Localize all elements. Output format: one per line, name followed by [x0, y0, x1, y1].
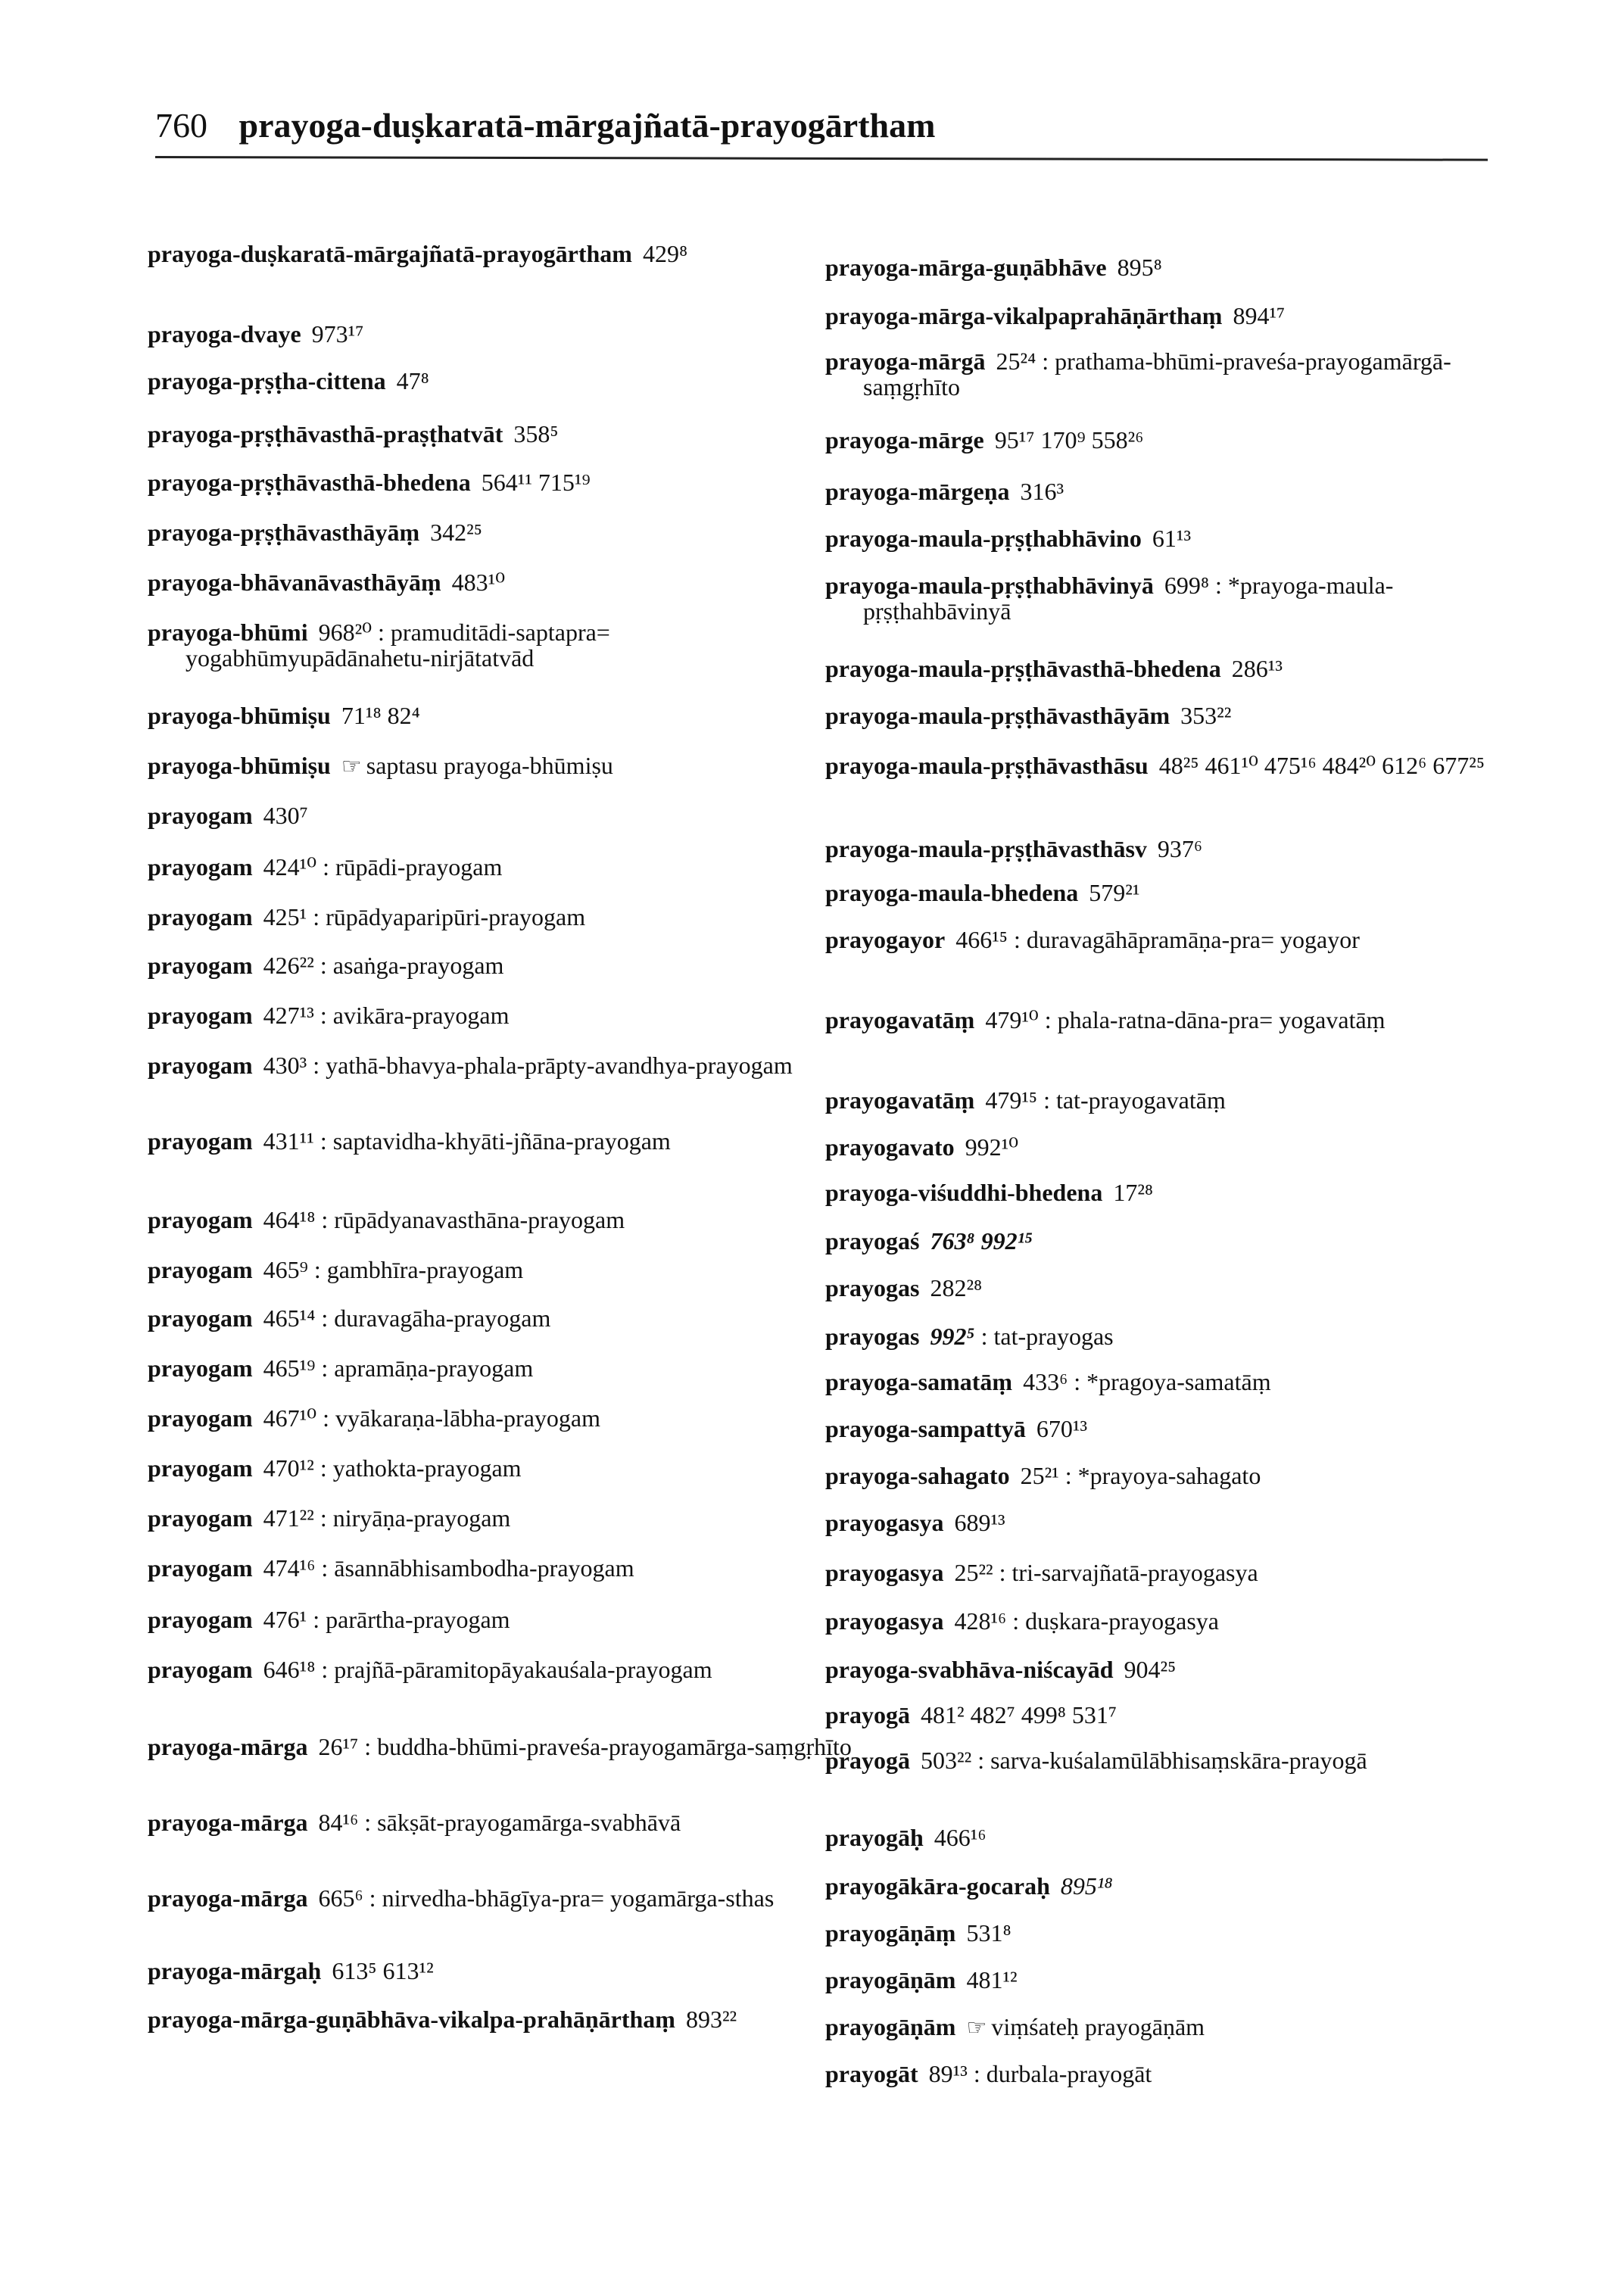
- entry-gloss: : niryāṇa-prayogam: [320, 1504, 511, 1532]
- pointing-hand-icon: ☞: [341, 754, 362, 779]
- entry-headword: prayoga-svabhāva-niścayād: [825, 1656, 1114, 1683]
- entry-page-references: 895¹⁸: [1060, 1872, 1113, 1900]
- entry-headword: prayoga-samatāṃ: [825, 1368, 1013, 1395]
- entry-headword: prayoga-mārga-vikalpaprahāṇārthaṃ: [825, 302, 1223, 329]
- entry-headword: prayoga-mārge: [825, 426, 984, 454]
- entry-page-references: 763⁸ 992¹⁵: [930, 1227, 1033, 1255]
- index-entry: [825, 1657, 1529, 1682]
- entry-headword: prayogam: [148, 1454, 253, 1482]
- index-entry: [825, 1007, 1529, 1033]
- index-entry: [825, 1087, 1529, 1113]
- index-entry: [148, 421, 852, 447]
- index-entry: [825, 656, 1529, 681]
- entry-headword: prayogākāra-gocaraḥ: [825, 1872, 1050, 1900]
- index-entry: [148, 703, 852, 728]
- entry-headword: prayogavatāṃ: [825, 1006, 975, 1033]
- index-entry: [148, 321, 852, 347]
- entry-gloss: : prathama-bhūmi-praveśa-prayogamārgā-saṃgṛhīto: [863, 348, 1451, 401]
- pointing-hand-icon: ☞: [966, 2015, 987, 2040]
- entry-gloss: : *prayoga-maula-pṛṣṭhahbāvinyā: [863, 572, 1394, 625]
- entry-headword: prayogāṇāṃ: [825, 1919, 956, 1946]
- index-entry: [825, 836, 1529, 862]
- index-entry: [148, 1734, 852, 1759]
- index-entry: [148, 854, 852, 880]
- entry-gloss: : āsannābhisambodha-prayogam: [321, 1554, 634, 1582]
- index-entry: [148, 753, 852, 780]
- entry-headword: prayogam: [148, 1304, 253, 1332]
- entry-page-references: 424¹⁰: [263, 853, 317, 881]
- index-entry: [825, 1369, 1529, 1395]
- entry-gloss: : yathā-bhavya-phala-prāpty-avandhya-prayogam: [313, 1052, 793, 1079]
- entry-page-references: 937⁶: [1157, 835, 1203, 862]
- entry-headword: prayogas: [825, 1274, 920, 1301]
- entry-page-references: 71¹⁸ 82⁴: [341, 702, 420, 729]
- entry-headword: prayoga-bhūmiṣu: [148, 702, 331, 729]
- entry-headword: prayoga-mārga-guṇābhāve: [825, 254, 1107, 281]
- entry-gloss: : gambhīra-prayogam: [313, 1256, 524, 1283]
- entry-page-references: 479¹⁰: [985, 1006, 1039, 1033]
- entry-gloss: : durbala-prayogāt: [973, 2060, 1152, 2087]
- index-entry: [825, 1510, 1529, 1535]
- entry-page-references: 466¹⁶: [934, 1824, 987, 1851]
- entry-page-references: 531⁸: [966, 1919, 1011, 1946]
- index-entry: [825, 1180, 1529, 1205]
- index-entry: [825, 1275, 1529, 1301]
- entry-gloss: : yathokta-prayogam: [320, 1454, 522, 1482]
- entry-headword: prayoga-mārgaḥ: [148, 1957, 322, 1984]
- entry-page-references: 48²⁵ 461¹⁰ 475¹⁶ 484²⁰ 612⁶ 677²⁵: [1158, 752, 1485, 779]
- index-entry: [825, 1416, 1529, 1442]
- entry-page-references: 17²⁸: [1113, 1179, 1154, 1206]
- entry-page-references: 973¹⁷: [311, 320, 364, 348]
- index-entry: [148, 1052, 852, 1078]
- index-entry: [825, 880, 1529, 905]
- entry-page-references: 430³: [263, 1052, 307, 1079]
- index-entry: [825, 1825, 1529, 1850]
- entry-gloss: : tat-prayogavatāṃ: [1043, 1086, 1226, 1114]
- entry-gloss: : duravagāhāpramāṇa-pra= yogayor: [1013, 926, 1360, 953]
- entry-page-references: 646¹⁸: [263, 1656, 316, 1683]
- entry-headword: prayogam: [148, 1606, 253, 1633]
- entry-headword: prayoga-maula-pṛṣṭhāvasthāyām: [825, 702, 1170, 729]
- index-entry: [825, 1560, 1529, 1585]
- entry-page-references: 61¹³: [1152, 525, 1192, 552]
- index-entry: [825, 927, 1529, 952]
- entry-headword: prayogāṇām: [825, 1966, 956, 1993]
- entry-gloss: : sarva-kuśalamūlābhisaṃskāra-prayogā: [977, 1747, 1367, 1774]
- entry-page-references: 992⁵: [930, 1323, 975, 1350]
- index-entry: [825, 303, 1529, 329]
- entry-gloss: : avikāra-prayogam: [320, 1002, 510, 1029]
- entry-gloss: : rūpādyaparipūri-prayogam: [313, 903, 586, 930]
- entry-page-references: 483¹⁰: [451, 569, 506, 596]
- entry-headword: prayogam: [148, 903, 253, 930]
- entry-cross-reference: viṃśateḥ prayogāṇām: [991, 2013, 1205, 2040]
- entry-headword: prayoga-mārga: [148, 1884, 308, 1912]
- running-header: [155, 104, 1518, 147]
- entry-gloss: : *pragoya-samatāṃ: [1074, 1368, 1271, 1395]
- index-entry: [148, 1555, 852, 1581]
- entry-headword: prayogam: [148, 952, 253, 979]
- entry-headword: prayoga-maula-pṛṣṭhāvasthā-bhedena: [825, 655, 1221, 682]
- entry-gloss: : saptavidha-khyāti-jñāna-prayogam: [320, 1127, 671, 1155]
- entry-page-references: 358⁵: [513, 420, 559, 447]
- index-entry: [825, 703, 1529, 728]
- entry-page-references: 466¹⁵: [955, 926, 1008, 953]
- index-entry: [148, 1355, 852, 1381]
- entry-headword: prayogā: [825, 1747, 910, 1774]
- entry-page-references: 464¹⁸: [263, 1206, 316, 1233]
- entry-headword: prayogam: [148, 1256, 253, 1283]
- entry-page-references: 665⁶: [318, 1884, 363, 1912]
- running-title: prayoga-duṣkaratā-mārgajñatā-prayogārtham: [238, 106, 936, 145]
- entry-headword: prayogam: [148, 1052, 253, 1079]
- index-entry: [825, 1967, 1529, 1993]
- index-entry: [148, 368, 852, 394]
- index-entry: [825, 753, 1529, 778]
- index-entry: [148, 1885, 852, 1911]
- index-entry: [148, 1207, 852, 1233]
- entry-page-references: 613⁵ 613¹²: [332, 1957, 434, 1984]
- entry-page-references: 427¹³: [263, 1002, 314, 1029]
- entry-headword: prayoga-mārgā: [825, 348, 986, 375]
- entry-page-references: 481² 482⁷ 499⁸ 531⁷: [921, 1701, 1117, 1728]
- entry-gloss: : duravagāha-prayogam: [321, 1304, 551, 1332]
- index-entry: [148, 1809, 852, 1835]
- entry-gloss: : prajñā-pāramitopāyakauśala-prayogam: [321, 1656, 712, 1683]
- entry-headword: prayoga-duṣkaratā-mārgajñatā-prayogārtham: [148, 240, 632, 267]
- index-entry: [825, 427, 1529, 453]
- entry-headword: prayoga-sahagato: [825, 1462, 1010, 1489]
- index-entry: [825, 2061, 1529, 2087]
- entry-page-references: 895⁸: [1117, 254, 1162, 281]
- index-entry: [148, 469, 852, 495]
- entry-gloss: : tri-sarvajñatā-prayogasya: [999, 1559, 1258, 1586]
- entry-headword: prayoga-viśuddhi-bhedena: [825, 1179, 1103, 1206]
- entry-headword: prayoga-pṛṣṭhāvasthā-bhedena: [148, 469, 471, 496]
- entry-page-references: 503²²: [921, 1747, 972, 1774]
- entry-headword: prayogam: [148, 802, 253, 829]
- entry-headword: prayogas: [825, 1323, 920, 1350]
- index-entry: [825, 1323, 1529, 1349]
- entry-headword: prayoga-dvaye: [148, 320, 301, 348]
- entry-page-references: 476¹: [263, 1606, 307, 1633]
- index-entry: [825, 254, 1529, 280]
- entry-page-references: 353²²: [1180, 702, 1232, 729]
- entry-page-references: 95¹⁷ 170⁹ 558²⁶: [994, 426, 1144, 454]
- entry-headword: prayoga-pṛṣṭhāvasthā-praṣṭhatvāt: [148, 420, 503, 447]
- entry-headword: prayoga-maula-pṛṣṭhāvasthāsv: [825, 835, 1147, 862]
- entry-headword: prayogam: [148, 1504, 253, 1532]
- index-entry: [825, 1702, 1529, 1728]
- entry-page-references: 316³: [1020, 478, 1064, 505]
- entry-headword: prayogam: [148, 1127, 253, 1155]
- entry-headword: prayogam: [148, 1554, 253, 1582]
- entry-headword: prayogasya: [825, 1607, 944, 1635]
- entry-page-references: 425¹: [263, 903, 307, 930]
- entry-headword: prayogasya: [825, 1509, 944, 1536]
- index-entry: [148, 1958, 852, 1984]
- entry-page-references: 699⁸: [1164, 572, 1209, 599]
- entry-page-references: 564¹¹ 715¹⁹: [481, 469, 591, 496]
- entry-page-references: 893²²: [685, 2006, 737, 2033]
- entry-gloss: : tat-prayogas: [980, 1323, 1114, 1350]
- entry-page-references: 430⁷: [263, 802, 308, 829]
- entry-cross-reference: saptasu prayoga-bhūmiṣu: [366, 752, 613, 779]
- index-entry: [148, 241, 852, 266]
- entry-page-references: 465¹⁹: [263, 1354, 316, 1382]
- entry-headword: prayogam: [148, 1206, 253, 1233]
- entry-page-references: 342²⁵: [430, 519, 482, 546]
- entry-gloss: : pramuditādi-saptapra= yogabhūmyupādānahetu-nirjātatvād: [185, 619, 610, 672]
- entry-page-references: 286¹³: [1231, 655, 1283, 682]
- entry-headword: prayogāḥ: [825, 1824, 924, 1851]
- index-entry: [825, 1608, 1529, 1634]
- entry-headword: prayoga-mārga-guṇābhāva-vikalpa-prahāṇārthaṃ: [148, 2006, 675, 2033]
- index-entry: [825, 1747, 1529, 1773]
- entry-headword: prayoga-bhūmiṣu: [148, 752, 331, 779]
- index-entry: [148, 1305, 852, 1331]
- index-entry: [825, 1873, 1529, 1899]
- entry-headword: prayoga-maula-pṛṣṭhāvasthāsu: [825, 752, 1149, 779]
- index-entry: [148, 1505, 852, 1531]
- entry-headword: prayoga-mārga: [148, 1809, 308, 1836]
- entry-headword: prayogāt: [825, 2060, 918, 2087]
- index-entry: [825, 525, 1529, 551]
- entry-page-references: 465¹⁴: [263, 1304, 316, 1332]
- index-entry: [825, 1228, 1529, 1254]
- entry-headword: prayogāṇām: [825, 2013, 956, 2040]
- entry-page-references: 26¹⁷: [318, 1733, 359, 1760]
- entry-gloss: : sākṣāt-prayogamārga-svabhāvā: [364, 1809, 681, 1836]
- entry-gloss: : vyākaraṇa-lābha-prayogam: [323, 1404, 600, 1432]
- entry-page-references: 968²⁰: [318, 619, 372, 646]
- index-entry: [825, 2014, 1529, 2041]
- index-entry: [148, 1405, 852, 1431]
- index-entry: [148, 1128, 852, 1154]
- entry-headword: prayogam: [148, 1002, 253, 1029]
- entry-page-references: 25²²: [954, 1559, 993, 1586]
- entry-page-references: 25²¹: [1020, 1462, 1059, 1489]
- entry-gloss: : nirvedha-bhāgīya-pra= yogamārga-sthas: [369, 1884, 775, 1912]
- header-rule: [155, 156, 1488, 161]
- entry-gloss: : rūpādyanavasthāna-prayogam: [321, 1206, 625, 1233]
- entry-page-references: 992¹⁰: [965, 1133, 1019, 1161]
- entry-headword: prayogam: [148, 1656, 253, 1683]
- entry-gloss: : *prayoya-sahagato: [1064, 1462, 1261, 1489]
- entry-page-references: 904²⁵: [1124, 1656, 1177, 1683]
- entry-gloss: : rūpādi-prayogam: [323, 853, 503, 881]
- entry-headword: prayoga-maula-pṛṣṭhabhāvinyā: [825, 572, 1154, 599]
- entry-page-references: 433⁶: [1023, 1368, 1068, 1395]
- entry-headword: prayogā: [825, 1701, 910, 1728]
- index-entry: [148, 569, 852, 595]
- entry-page-references: 670¹³: [1036, 1415, 1088, 1442]
- index-entry: [825, 1920, 1529, 1946]
- entry-headword: prayoga-mārgeṇa: [825, 478, 1010, 505]
- entry-headword: prayoga-bhāvanāvasthāyāṃ: [148, 569, 441, 596]
- entry-page-references: 689¹³: [954, 1509, 1005, 1536]
- entry-page-references: 471²²: [263, 1504, 314, 1532]
- index-entry: [148, 1002, 852, 1028]
- index-entry: [148, 1607, 852, 1632]
- entry-gloss: : buddha-bhūmi-praveśa-prayogamārga-saṃgṛhīto: [364, 1733, 852, 1760]
- entry-page-references: 479¹⁵: [985, 1086, 1038, 1114]
- entry-page-references: 89¹³: [928, 2060, 968, 2087]
- entry-page-references: 474¹⁶: [263, 1554, 316, 1582]
- entry-page-references: 282²⁸: [930, 1274, 983, 1301]
- entry-page-references: 467¹⁰: [263, 1404, 317, 1432]
- entry-headword: prayoga-pṛṣṭhāvasthāyāṃ: [148, 519, 420, 546]
- entry-headword: prayoga-sampattyā: [825, 1415, 1026, 1442]
- index-entry: [148, 1657, 852, 1682]
- index-entry: [148, 2006, 852, 2032]
- entry-gloss: : phala-ratna-dāna-pra= yogavatāṃ: [1044, 1006, 1386, 1033]
- index-entry: [825, 1463, 1529, 1488]
- entry-page-references: 894¹⁷: [1233, 302, 1286, 329]
- entry-headword: prayoga-bhūmi: [148, 619, 308, 646]
- entry-headword: prayoga-maula-pṛṣṭhabhāvino: [825, 525, 1142, 552]
- entry-gloss: : duṣkara-prayogasya: [1012, 1607, 1219, 1635]
- index-entry: [825, 478, 1529, 504]
- entry-headword: prayogavatāṃ: [825, 1086, 975, 1114]
- entry-page-references: 47⁸: [396, 367, 429, 394]
- entry-page-references: 428¹⁶: [954, 1607, 1007, 1635]
- entry-gloss: : parārtha-prayogam: [313, 1606, 510, 1633]
- entry-page-references: 465⁹: [263, 1256, 308, 1283]
- index-entry: [825, 348, 1529, 400]
- index-entry: [825, 572, 1529, 624]
- entry-headword: prayoga-maula-bhedena: [825, 879, 1079, 906]
- entry-headword: prayogam: [148, 1354, 253, 1382]
- entry-page-references: 470¹²: [263, 1454, 314, 1482]
- entry-gloss: : apramāṇa-prayogam: [321, 1354, 534, 1382]
- entry-page-references: 431¹¹: [263, 1127, 314, 1155]
- index-entry: [148, 619, 852, 671]
- entry-headword: prayogasya: [825, 1559, 944, 1586]
- entry-page-references: 579²¹: [1089, 879, 1140, 906]
- entry-headword: prayoga-pṛṣṭha-cittena: [148, 367, 386, 394]
- entry-page-references: 84¹⁶: [318, 1809, 359, 1836]
- index-entry: [148, 952, 852, 978]
- page-number: 760: [155, 106, 207, 145]
- entry-headword: prayogam: [148, 853, 253, 881]
- entry-headword: prayogam: [148, 1404, 253, 1432]
- entry-headword: prayogavato: [825, 1133, 955, 1161]
- entry-headword: prayogayor: [825, 926, 946, 953]
- entry-page-references: 429⁸: [642, 240, 688, 267]
- index-entry: [825, 1134, 1529, 1160]
- entry-headword: prayoga-mārga: [148, 1733, 308, 1760]
- entry-gloss: : asaṅga-prayogam: [320, 952, 504, 979]
- entry-page-references: 481¹²: [966, 1966, 1018, 1993]
- entry-page-references: 426²²: [263, 952, 314, 979]
- index-entry: [148, 904, 852, 930]
- entry-page-references: 25²⁴: [996, 348, 1036, 375]
- index-entry: [148, 803, 852, 828]
- index-entry: [148, 1257, 852, 1283]
- index-entry: [148, 1455, 852, 1481]
- entry-headword: prayogaś: [825, 1227, 920, 1255]
- index-entry: [148, 519, 852, 545]
